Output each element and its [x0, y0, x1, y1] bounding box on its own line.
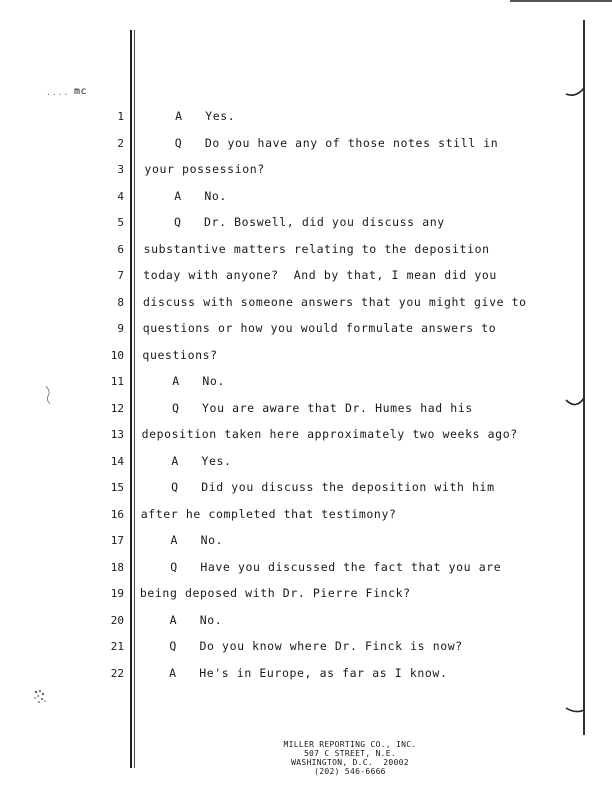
- testimony-line: A No.: [139, 612, 223, 627]
- right-brace-mark-3: [564, 700, 590, 722]
- testimony-line: Q Do you have any of those notes still in: [144, 135, 499, 150]
- footer-street: 507 C STREET, N.E.: [303, 749, 397, 758]
- testimony-line: A No.: [144, 188, 227, 203]
- line-number: 9: [117, 322, 124, 335]
- testimony-line: today with anyone? And by that, I mean did you: [143, 268, 497, 282]
- margin-dots: ....: [46, 88, 70, 97]
- line-number: 22: [110, 666, 124, 680]
- testimony-line: Q You are aware that Dr. Humes had his: [141, 400, 473, 415]
- scan-speck-mark: [30, 686, 52, 708]
- testimony-line: questions?: [142, 347, 218, 362]
- testimony-line: A He's in Europe, as far as I know.: [139, 665, 448, 680]
- line-number: 2: [117, 136, 124, 150]
- testimony-line: A No.: [142, 374, 225, 388]
- testimony-line: Q Did you discuss the deposition with him: [141, 480, 495, 494]
- line-number: 17: [110, 534, 124, 547]
- left-margin-rule-inner: [134, 30, 135, 768]
- right-brace-mark-1: [564, 82, 590, 104]
- line-number: 10: [110, 348, 124, 362]
- testimony-line: A Yes.: [145, 109, 236, 123]
- testimony-line: Q Do you know where Dr. Finck is now?: [139, 639, 463, 653]
- testimony-line: after he completed that testimony?: [140, 506, 397, 521]
- testimony-line: Q Dr. Boswell, did you discuss any: [143, 215, 445, 229]
- stray-pen-mark: [44, 384, 54, 406]
- footer-city: WASHINGTON, D.C. 20002: [291, 758, 409, 767]
- footer-phone: (202) 546-6666: [314, 767, 386, 776]
- testimony-line: deposition taken here approximately two weeks ago?: [141, 427, 518, 441]
- line-number: 18: [110, 560, 124, 574]
- testimony-line: questions or how you would formulate answers to: [142, 321, 497, 335]
- right-brace-mark-2: [564, 394, 590, 416]
- top-edge-rule: [510, 0, 612, 2]
- left-margin-rule: [130, 30, 132, 768]
- testimony-line: your possession?: [144, 162, 265, 176]
- line-number: 1: [117, 110, 124, 123]
- line-number: 5: [117, 216, 124, 229]
- testimony-line: discuss with someone answers that you might give to: [143, 294, 527, 309]
- testimony-line: substantive matters relating to the deposition: [143, 241, 490, 256]
- testimony-line: Q Have you discussed the fact that you are: [140, 559, 502, 574]
- testimony-line: A No.: [140, 533, 224, 547]
- testimony-line: being deposed with Dr. Pierre Finck?: [139, 586, 411, 600]
- line-number: 19: [110, 587, 124, 600]
- line-number: 13: [110, 428, 124, 441]
- reporter-footer: [240, 740, 460, 776]
- line-number: 14: [110, 454, 124, 468]
- line-number: 15: [110, 481, 124, 494]
- line-number: 16: [110, 507, 124, 521]
- line-number: 21: [110, 640, 124, 653]
- line-number: 4: [117, 189, 124, 203]
- line-number: 8: [117, 295, 124, 309]
- footer-company: MILLER REPORTING CO., INC.: [283, 740, 417, 749]
- line-number: 12: [110, 401, 124, 415]
- line-number: 7: [117, 269, 124, 282]
- line-number: 3: [117, 163, 124, 176]
- line-number: 11: [110, 375, 124, 388]
- testimony-line: A Yes.: [141, 453, 232, 468]
- line-number: 6: [117, 242, 124, 256]
- right-margin-rule: [583, 20, 585, 735]
- reporter-initials: mc: [74, 86, 88, 97]
- line-number: 20: [110, 613, 124, 627]
